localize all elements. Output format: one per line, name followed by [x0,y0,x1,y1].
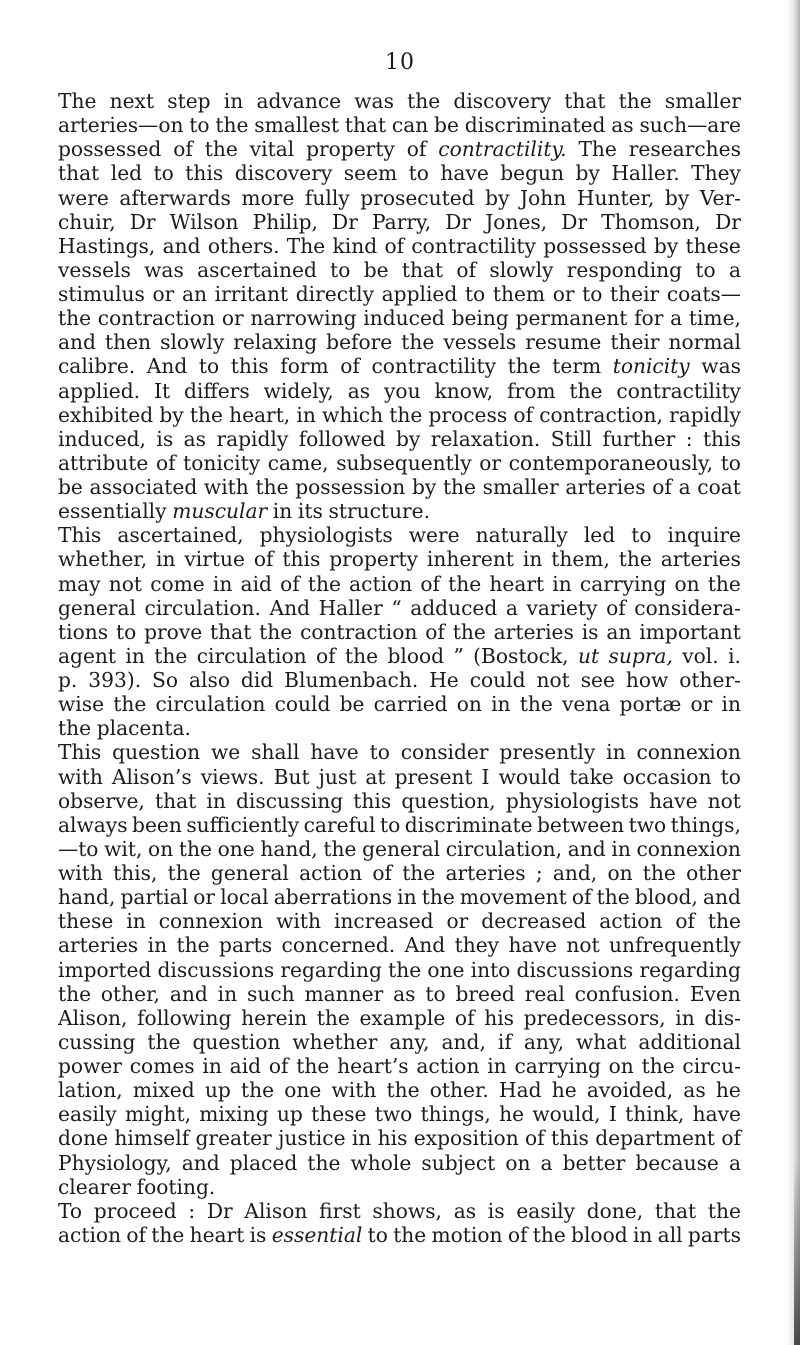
text-line: general circulation. And Haller “ adduced a variety of considera- [58,595,741,620]
text-line: stimulus or an irritant directly applied to them or to their coats— [58,282,741,306]
text-line: with Alison’s views. But just at present I would take occasion to [58,764,741,789]
text-line: Hastings, and others. The kind of contractility possessed by these [58,233,741,258]
text-line: arteries—on to the smallest that can be discriminated as such—are [58,113,741,138]
text-line: the other, and in such manner as to breed real confusion. Even [58,981,741,1006]
text-line: exhibited by the heart, in which the process of contraction, rapidly [58,402,741,427]
text-line: essentially muscular in its structure. [58,499,431,524]
text-line: arteries in the parts concerned. And they have not unfrequently [58,933,741,958]
text-line: and then slowly relaxing before the vessels resume their normal [58,330,741,355]
text-line: —to wit, on the one hand, the general circulation, and in connexion [58,836,741,861]
text-line: whether, in virtue of this property inherent in them, the arteries [58,547,741,572]
text-line: wise the circulation could be carried on in the vena portæ or in [58,692,741,717]
text-line: that led to this discovery seem to have begun by Haller. They [58,161,741,186]
text-line: Physiology, and placed the whole subject on a better because a [58,1150,741,1175]
text-line: with this, the general action of the arteries ; and, on the other [58,861,741,885]
text-line: possessed of the vital property of contractility. The researches [58,137,741,162]
text-line: the placenta. [58,716,191,741]
text-line: induced, is as rapidly followed by relaxation. Still further : this [58,426,741,451]
text-line: tions to prove that the contraction of the arteries is an important [58,619,741,644]
text-line: these in connexion with increased or decreased action of the [58,909,741,934]
text-line: imported discussions regarding the one into discussions regarding [58,957,741,982]
text-line: applied. It differs widely, as you know, from the contractility [58,378,741,403]
text-line: This question we shall have to consider presently in connexion [58,740,741,765]
page-edge-shadow-lower [794,1160,800,1345]
text-line: may not come in aid of the action of the heart in carrying on the [58,571,741,596]
text-line: were afterwards more fully prosecuted by John Hunter, by Ver- [58,185,741,210]
text-line: To proceed : Dr Alison first shows, as is easily done, that the [58,1198,741,1223]
text-line: be associated with the possession by the smaller arteries of a coat [58,475,741,499]
text-line: calibre. And to this form of contractility the term tonicity was [58,354,741,379]
text-line: always been sufficiently careful to discriminate between two things, [58,812,741,837]
text-line: cussing the question whether any, and, if any, what additional [58,1029,741,1054]
text-line: attribute of tonicity came, subsequently or contemporaneously, to [58,450,741,475]
page-number: 10 [385,50,415,75]
text-line: The next step in advance was the discovery that the smaller [58,89,741,113]
text-line: agent in the circulation of the blood ” (Bostock, ut supra, vol. i. [58,643,741,668]
text-line: p. 393). So also did Blumenbach. He could not see how other- [58,668,741,692]
text-line: hand, partial or local aberrations in the movement of the blood, and [58,885,741,910]
text-line: clearer footing. [58,1174,216,1199]
text-line: Alison, following herein the example of his predecessors, in dis- [58,1005,741,1030]
text-line: observe, that in discussing this question, physiologists have not [58,788,741,813]
text-line: the contraction or narrowing induced being permanent for a time, [58,306,741,331]
text-line: lation, mixed up the one with the other. Had he avoided, as he [58,1078,741,1103]
text-line: This ascertained, physiologists were naturally led to inquire [58,523,741,548]
text-line: action of the heart is essential to the motion of the blood in all parts [58,1222,741,1247]
text-line: vessels was ascertained to be that of slowly responding to a [58,257,741,282]
page-edge-shadow [786,0,800,1345]
body-text [58,89,741,1247]
text-line: chuir, Dr Wilson Philip, Dr Parry, Dr Jones, Dr Thomson, Dr [58,209,741,234]
text-line: done himself greater justice in his exposition of this department of [58,1126,741,1151]
text-line: easily might, mixing up these two things, he would, I think, have [58,1102,741,1127]
text-line: power comes in aid of the heart’s action in carrying on the circu- [58,1054,741,1078]
